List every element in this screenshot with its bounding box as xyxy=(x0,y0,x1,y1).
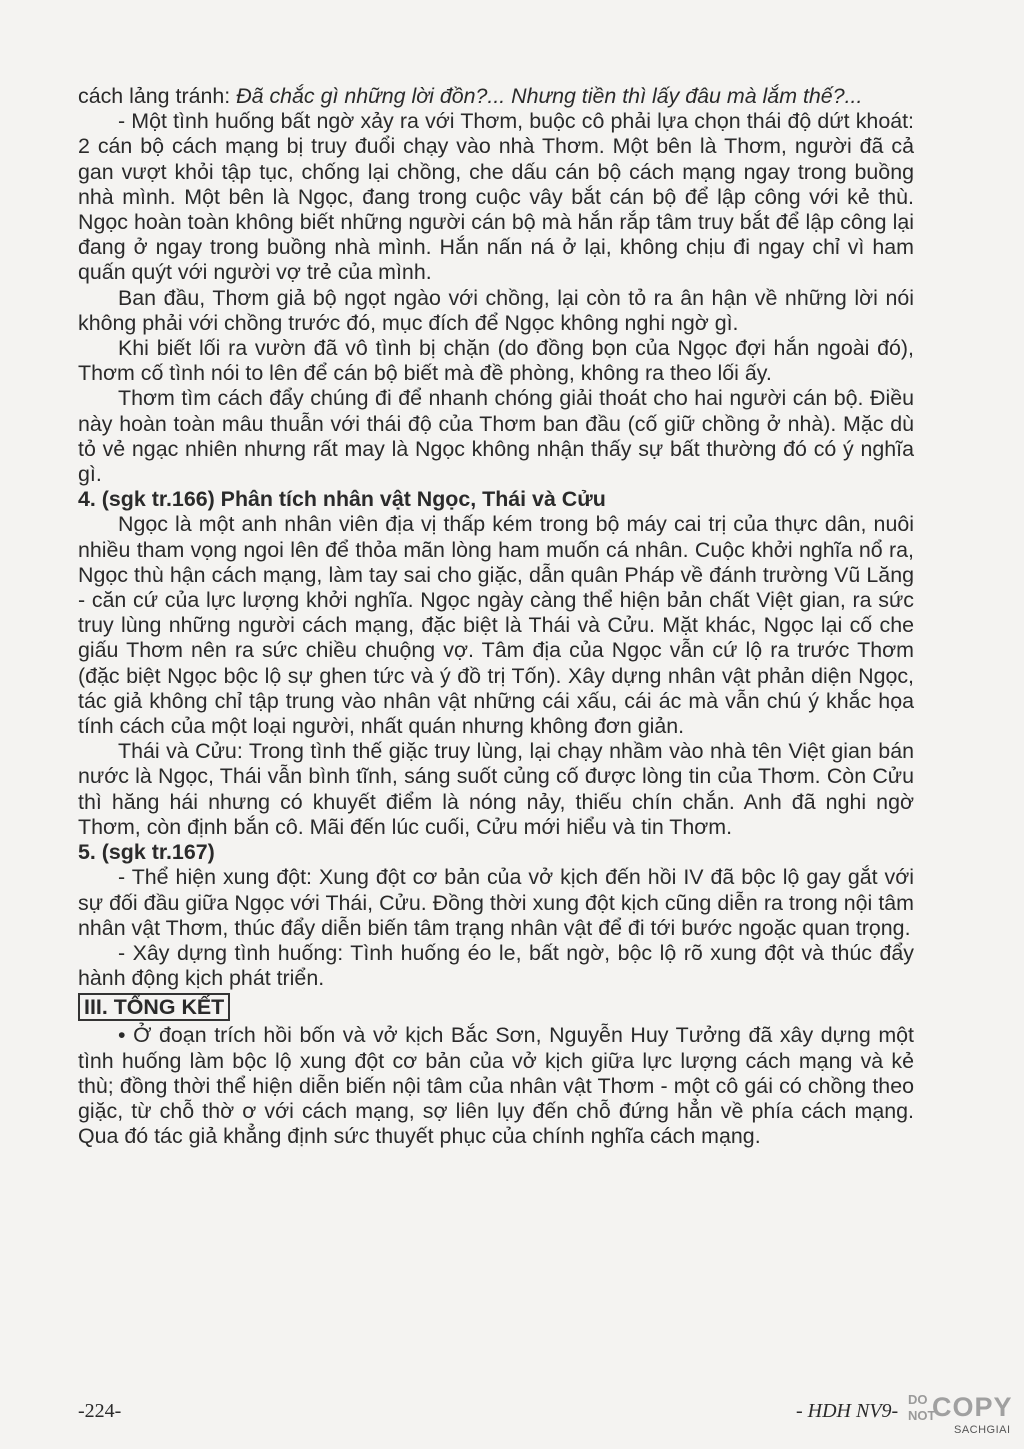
section-heading-wrap xyxy=(78,991,914,1023)
heading-question-5: 5. (sgk tr.167) xyxy=(78,840,215,865)
paragraph-7: Thái và Cửu: Trong tình thế giặc truy lùng, lại chạy nhầm vào nhà tên Việt gian bán nước là Ngọc, Thái vẫn bình tĩnh, sáng suốt củng cố được lòng tin của Thơm. Còn Cửu thì hăng hái nhưng có khuyết điểm là nóng nảy, thiếu chín chắn. Anh đã nghi ngờ Thơm, còn định bắn cô. Mãi đến lúc cuối, Cửu mới hiểu và tin Thơm. xyxy=(78,739,914,839)
watermark-do: DO xyxy=(908,1392,928,1407)
paragraph-10: • Ở đoạn trích hồi bốn và vở kịch Bắc Sơn, Nguyễn Huy Tưởng đã xây dựng một tình huống làm bộc lộ xung đột cơ bản của vở kịch giữa lực lượng cách mạng và kẻ thù; đồng thời thể hiện diễn biến nội tâm của nhân vật Thơm - một cô gái có chồng theo giặc, từ chỗ thờ ơ với cách mạng, sợ liên lụy đến chỗ đứng hẳn về phía cách mạng. Qua đó tác giả khẳng định sức thuyết phục của chính nghĩa cách mạng. xyxy=(78,1023,914,1149)
watermark-site: SACHGIAI xyxy=(954,1424,1011,1436)
watermark-not: NOT xyxy=(908,1408,936,1423)
page-number: -224- xyxy=(78,1400,122,1422)
paragraph-3: Ban đầu, Thơm giả bộ ngọt ngào với chồng, lại còn tỏ ra ân hận về những lời nói không phải với chồng trước đó, mục đích để Ngọc không nghi ngờ gì. xyxy=(78,285,914,335)
section-heading-summary: III. TỔNG KẾT xyxy=(78,993,230,1021)
heading-question-4: 4. (sgk tr.166) Phân tích nhân vật Ngọc, Thái và Cửu xyxy=(78,487,606,512)
paragraph-9: - Xây dựng tình huống: Tình huống éo le, bất ngờ, bộc lộ rõ xung đột và thúc đẩy hành động kịch phát triển. xyxy=(78,940,914,991)
paragraph-4: Khi biết lối ra vườn đã vô tình bị chặn (do đồng bọn của Ngọc đợi hắn ngoài đó), Thơm cố tình nói to lên để cán bộ biết mà đề phòng, không ra theo lối ấy. xyxy=(78,336,914,386)
paragraph-2: - Một tình huống bất ngờ xảy ra với Thơm, buộc cô phải lựa chọn thái độ dứt khoát: 2 cán bộ cách mạng bị truy đuổi chạy vào nhà Thơm. Một bên là Thơm, người đã cả gan vượt khỏi tập tục, chống lại chồng, che dấu cán bộ cách mạng ngay trong buồng nhà mình. Một bên là Ngọc, đang trong cuộc vây bắt cán bộ để lập công với kẻ thù. Ngọc hoàn toàn không biết những người cán bộ mà hắn rắp tâm truy bắt để lập công lại đang ở ngay trong buồng nhà mình. Hắn nấn ná ở lại, không chịu đi ngay chỉ vì ham quấn quýt với người vợ trẻ của mình. xyxy=(78,109,914,285)
paragraph-8: - Thể hiện xung đột: Xung đột cơ bản của vở kịch đến hồi IV đã bộc lộ gay gắt với sự đối đầu giữa Ngọc với Thái, Cửu. Đồng thời xung đột kịch cũng diễn ra trong nội tâm nhân vật Thơm, thúc đẩy diễn biến tâm trạng nhân vật để đi tới bước ngoặc quan trọng. xyxy=(78,865,914,940)
page-body xyxy=(78,84,914,1149)
paragraph-1-quote: Đã chắc gì những lời đồn?... Nhưng tiền thì lấy đâu mà lắm thế?... xyxy=(236,84,863,108)
watermark-copy: COPY xyxy=(932,1392,1013,1422)
watermark-logo xyxy=(898,1388,1018,1444)
paragraph-1 xyxy=(78,84,914,109)
paragraph-1-text: cách lảng tránh: xyxy=(78,84,237,108)
paragraph-6: Ngọc là một anh nhân viên địa vị thấp kém trong bộ máy cai trị của thực dân, nuôi nhiều tham vọng ngoi lên để thỏa mãn lòng ham muốn cá nhân. Cuộc khởi nghĩa nổ ra, Ngọc thù hận cách mạng, làm tay sai cho giặc, dẫn quân Pháp về đánh trường Vũ Lăng - căn cứ của lực lượng khởi nghĩa. Ngọc ngày càng thể hiện bản chất Việt gian, ra sức truy lùng những người cách mạng, đặc biệt là Thái và Cửu. Mặt khác, Ngọc lại cố che giấu Thơm nên ra sức chiều chuộng vợ. Tâm địa của Ngọc vẫn cứ lộ ra trước Thơm (đặc biệt Ngọc bộc lộ sự ghen tức và ý đồ trị Tốn). Xây dựng nhân vật phản diện Ngọc, tác giả không chỉ tập trung vào nhân vật những cái xấu, cái ác mà vẫn chú ý khắc họa tính cách của một loại người, nhất quán nhưng không đơn giản. xyxy=(78,512,914,739)
book-code: - HDH NV9- xyxy=(796,1400,899,1422)
paragraph-5: Thơm tìm cách đẩy chúng đi để nhanh chóng giải thoát cho hai người cán bộ. Điều này hoàn toàn mâu thuẫn với thái độ của Thơm ban đầu (cố giữ chồng ở nhà). Mặc dù tỏ vẻ ngạc nhiên nhưng rất may là Ngọc không nhận thấy sự bất thường đó có ý nghĩa gì. xyxy=(78,386,914,487)
